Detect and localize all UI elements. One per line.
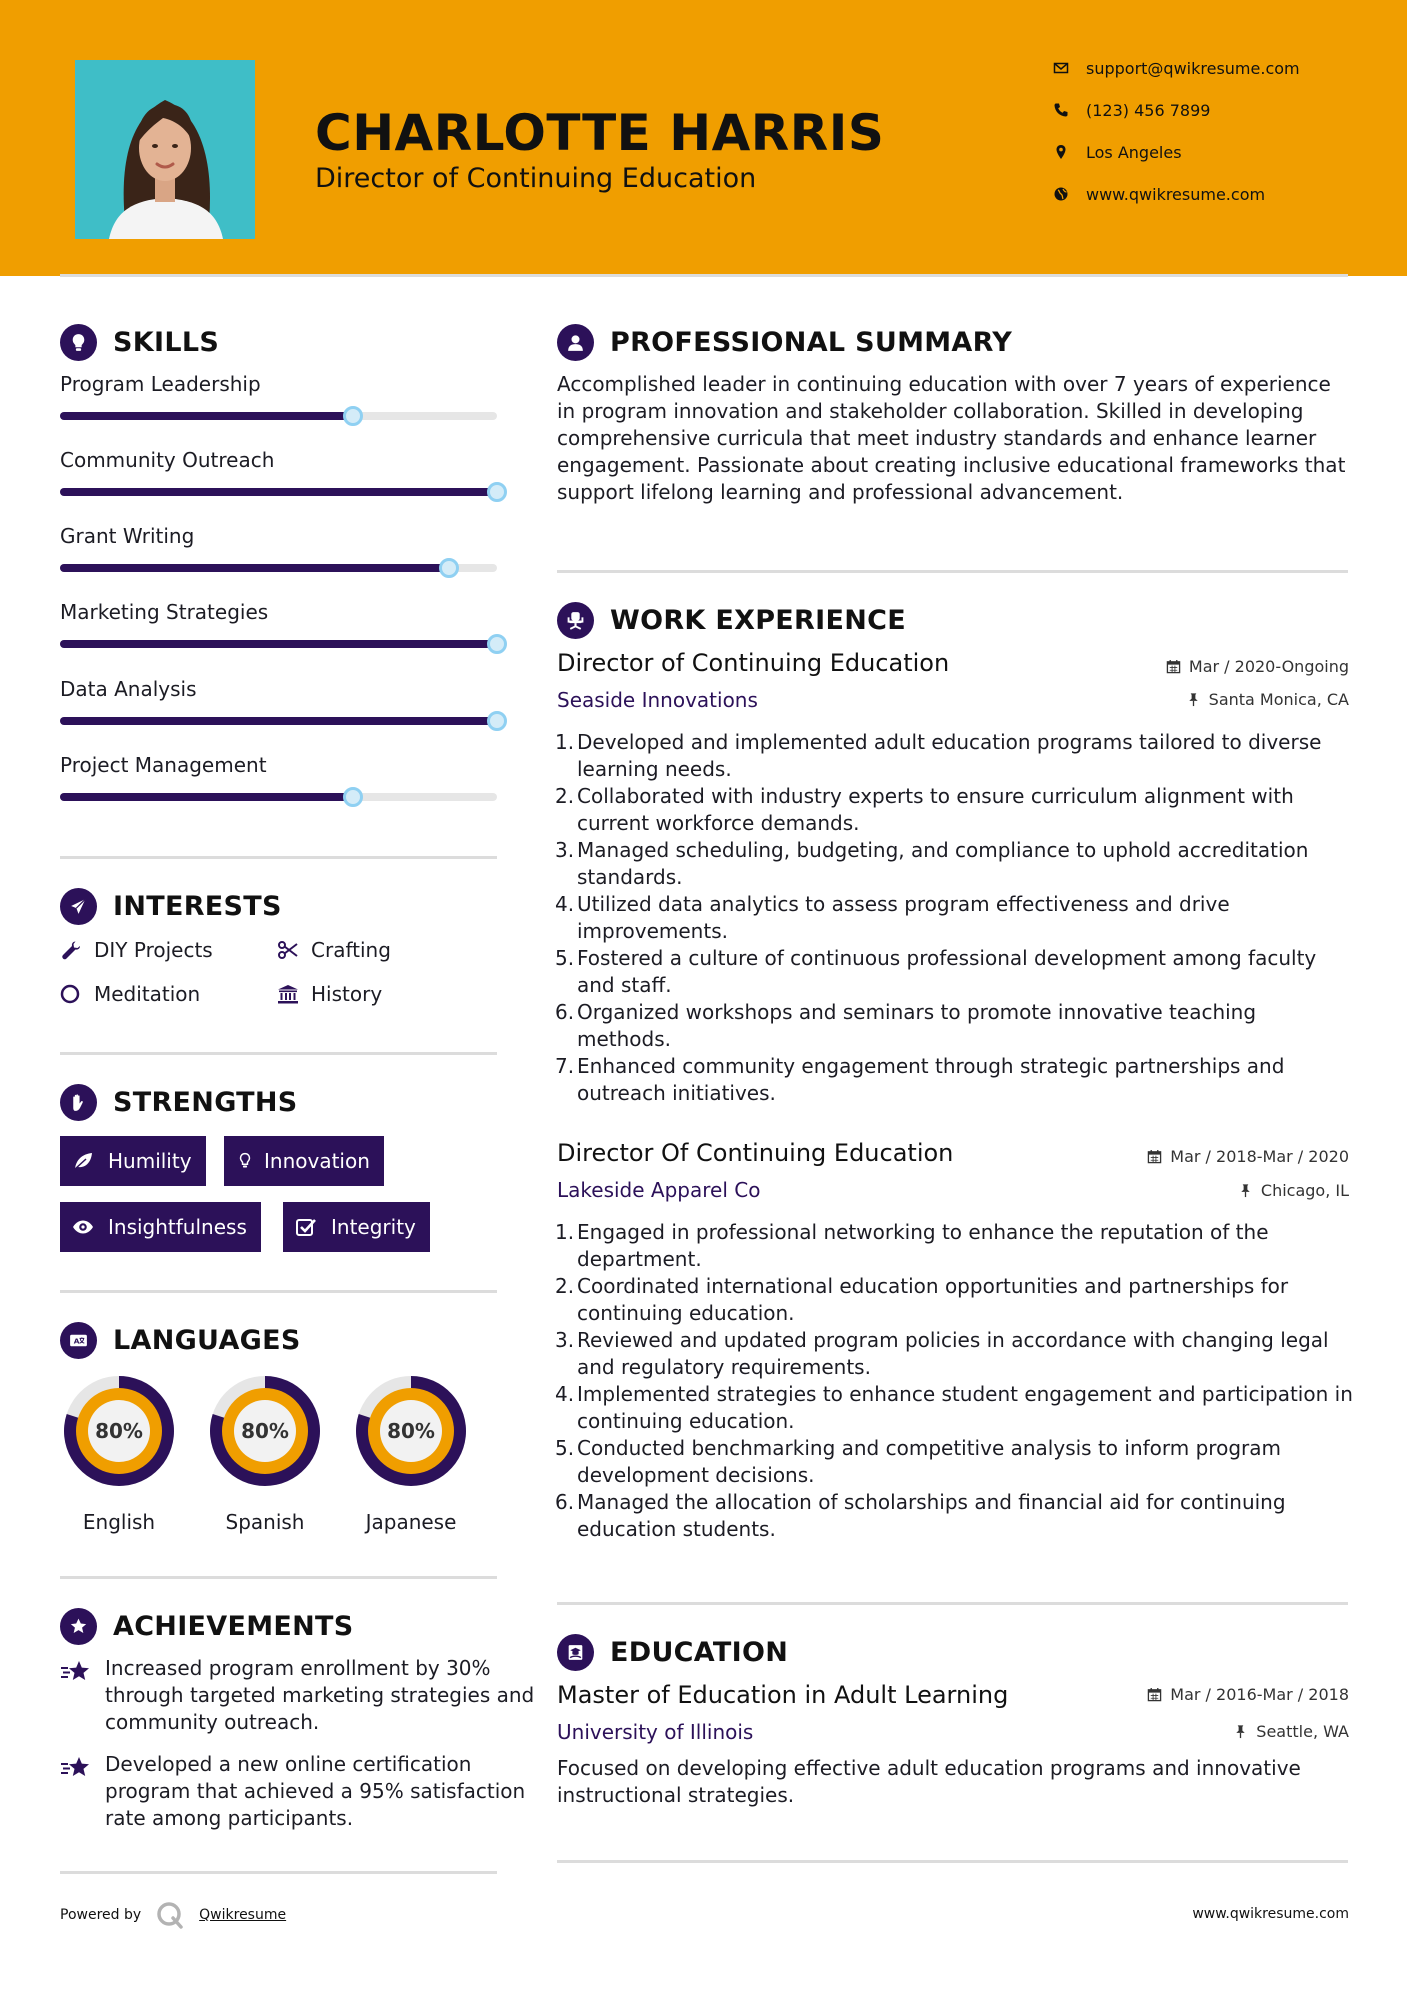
globe-icon <box>1050 185 1072 203</box>
svg-text:A: A <box>73 1336 80 1346</box>
strength-badge <box>283 1202 430 1252</box>
candidate-name: CHARLOTTE HARRIS <box>315 104 885 162</box>
interest-item <box>60 982 200 1006</box>
interest-label: DIY Projects <box>94 938 213 962</box>
education-description: Focused on developing effective adult education programs and innovative instructional strategies. <box>557 1756 1301 1807</box>
duty-number: 3. <box>555 1328 575 1352</box>
eye-icon <box>72 1216 98 1238</box>
lightbulb-icon <box>236 1150 254 1172</box>
skill-bar <box>60 564 497 572</box>
language-ring <box>58 1370 180 1492</box>
education-dates-text: Mar / 2016-Mar / 2018 <box>1170 1685 1349 1704</box>
job-location <box>1238 1181 1349 1200</box>
duty-number: 1. <box>555 1220 575 1244</box>
interest-label: History <box>311 982 383 1006</box>
experience-heading-text: WORK EXPERIENCE <box>610 605 906 636</box>
duty-number: 6. <box>555 1000 575 1024</box>
duty-text: Enhanced community engagement through strategic partnerships and outreach initiatives. <box>577 1054 1285 1105</box>
languages-heading <box>60 1322 301 1359</box>
language-percent: 80% <box>387 1419 435 1443</box>
strength-badge <box>60 1202 261 1252</box>
duty-item <box>555 1381 1355 1435</box>
skill-bar-fill <box>60 564 449 572</box>
education-degree: Master of Education in Adult Learning <box>557 1681 1009 1709</box>
office-chair-icon <box>557 602 594 639</box>
job-dates <box>1166 657 1349 676</box>
resume-header <box>0 0 1407 276</box>
duty-number: 1. <box>555 730 575 754</box>
strengths-heading <box>60 1084 298 1121</box>
skill-bar <box>60 640 497 648</box>
skills-heading-text: SKILLS <box>113 327 220 358</box>
contact-phone[interactable] <box>1050 98 1210 122</box>
skill-item <box>60 448 505 472</box>
strength-label: Insightfulness <box>108 1215 247 1239</box>
skill-bar-fill <box>60 793 353 801</box>
job-company: Seaside Innovations <box>557 688 758 712</box>
skill-name: Marketing Strategies <box>60 600 269 624</box>
skill-bar-knob <box>487 482 507 502</box>
skill-bar <box>60 793 497 801</box>
duty-text: Coordinated international education opportunities and partnerships for continuing education. <box>577 1274 1289 1325</box>
summary-heading-text: PROFESSIONAL SUMMARY <box>610 327 1013 358</box>
envelope-icon <box>1050 59 1072 77</box>
languages-heading-text: LANGUAGES <box>113 1325 301 1356</box>
achievement-text: Developed a new online certification program that achieved a 95% satisfaction rate among participants. <box>105 1752 526 1830</box>
interests-heading-text: INTERESTS <box>113 891 282 922</box>
skill-bar-fill <box>60 412 353 420</box>
section-divider <box>557 1860 1348 1863</box>
star-icon <box>60 1659 92 1687</box>
skill-name: Grant Writing <box>60 524 195 548</box>
strength-label: Humility <box>108 1149 192 1173</box>
interest-item <box>277 982 382 1006</box>
language-percent: 80% <box>241 1419 289 1443</box>
section-divider <box>60 1290 497 1293</box>
education-dates <box>1147 1685 1349 1704</box>
strength-label: Innovation <box>264 1149 370 1173</box>
section-divider <box>557 570 1348 573</box>
contact-website[interactable] <box>1050 182 1265 206</box>
duty-item <box>555 891 1355 945</box>
duty-number: 2. <box>555 784 575 808</box>
job-dates-text: Mar / 2018-Mar / 2020 <box>1170 1147 1349 1166</box>
education-location <box>1233 1722 1349 1741</box>
summary-heading <box>557 324 1012 361</box>
job-role: Director of Continuing Education <box>557 649 950 677</box>
job-location-text: Chicago, IL <box>1260 1181 1349 1200</box>
pushpin-icon <box>1233 1724 1248 1739</box>
skill-item <box>60 753 505 777</box>
job-duties-list <box>555 729 1355 1107</box>
language-icon <box>60 1322 97 1359</box>
duty-number: 5. <box>555 1436 575 1460</box>
duty-text: Engaged in professional networking to enhance the reputation of the department. <box>577 1220 1269 1271</box>
section-divider <box>60 1576 497 1579</box>
skill-bar-knob <box>439 558 459 578</box>
duty-item <box>555 1219 1355 1273</box>
duty-text: Reviewed and updated program policies in accordance with changing legal and regulatory requirements. <box>577 1328 1329 1379</box>
profile-photo-illustration <box>75 60 255 239</box>
skill-bar-fill <box>60 640 497 648</box>
interest-item <box>277 938 391 962</box>
language-ring <box>204 1370 326 1492</box>
language-name: Japanese <box>365 1510 457 1534</box>
duty-item <box>555 1273 1355 1327</box>
star-icon <box>60 1755 92 1783</box>
star-badge-icon <box>60 1608 97 1645</box>
contact-website-text: www.qwikresume.com <box>1086 184 1266 204</box>
contact-phone-text: (123) 456 7899 <box>1086 100 1211 120</box>
duty-number: 4. <box>555 1382 575 1406</box>
wrench-icon <box>60 938 86 962</box>
duty-text: Organized workshops and seminars to promote innovative teaching methods. <box>577 1000 1257 1051</box>
summary-text: Accomplished leader in continuing education with over 7 years of experience in program innovation and stakeholder collaboration. Skilled in developing comprehensive curricula that meet industry standards and enhance learner engagement. Passionate about creating inclusive educational frameworks that support lifelong learning and professional advancement. <box>557 372 1346 504</box>
duty-number: 6. <box>555 1490 575 1514</box>
job-duties-list <box>555 1219 1355 1543</box>
contact-location-text: Los Angeles <box>1086 142 1182 162</box>
job-dates <box>1147 1147 1349 1166</box>
language-item <box>350 1370 472 1534</box>
contact-email[interactable] <box>1050 56 1300 80</box>
skill-bar-fill <box>60 488 497 496</box>
candidate-title: Director of Continuing Education <box>315 163 757 194</box>
strength-badge <box>224 1136 384 1186</box>
skill-item <box>60 372 505 396</box>
duty-number: 3. <box>555 838 575 862</box>
achievements-heading-text: ACHIEVEMENTS <box>113 1611 354 1642</box>
duty-item <box>555 1435 1355 1489</box>
skill-name: Program Leadership <box>60 372 261 396</box>
raised-hand-icon <box>60 1084 97 1121</box>
strength-badge <box>60 1136 206 1186</box>
duty-item <box>555 999 1355 1053</box>
education-location-text: Seattle, WA <box>1256 1722 1349 1741</box>
qwikresume-link[interactable]: Qwikresume <box>199 1907 287 1923</box>
job-dates-text: Mar / 2020-Ongoing <box>1188 657 1349 676</box>
language-item <box>204 1370 326 1534</box>
language-percent: 80% <box>95 1419 143 1443</box>
duty-number: 7. <box>555 1054 575 1078</box>
duty-item <box>555 783 1355 837</box>
skill-bar <box>60 412 497 420</box>
section-divider <box>60 1052 497 1055</box>
interest-item <box>60 938 213 962</box>
paper-plane-icon <box>60 888 97 925</box>
duty-item <box>555 945 1355 999</box>
user-icon <box>557 324 594 361</box>
duty-text: Managed scheduling, budgeting, and compliance to uphold accreditation standards. <box>577 838 1309 889</box>
duty-text: Fostered a culture of continuous professional development among faculty and staff. <box>577 946 1317 997</box>
interest-label: Crafting <box>311 938 391 962</box>
calendar-icon <box>1166 659 1181 674</box>
section-divider <box>60 856 497 859</box>
duty-item <box>555 837 1355 891</box>
location-pin-icon <box>1050 143 1072 161</box>
museum-icon <box>277 982 303 1006</box>
lightbulb-icon <box>60 324 97 361</box>
qwikresume-logo-icon <box>155 1900 185 1930</box>
duty-text: Developed and implemented adult education programs tailored to diverse learning needs. <box>577 730 1322 781</box>
language-item <box>58 1370 180 1534</box>
strength-label: Integrity <box>331 1215 416 1239</box>
calendar-icon <box>1147 1687 1162 1702</box>
job-company: Lakeside Apparel Co <box>557 1178 761 1202</box>
skill-item <box>60 677 505 701</box>
leaf-icon <box>72 1150 98 1172</box>
education-school: University of Illinois <box>557 1720 754 1744</box>
contact-email-text: support@qwikresume.com <box>1086 58 1300 78</box>
experience-heading <box>557 602 906 639</box>
graduation-cap-icon <box>557 1634 594 1671</box>
job-location-text: Santa Monica, CA <box>1208 690 1349 709</box>
achievements-heading <box>60 1608 354 1645</box>
section-divider <box>557 1602 1348 1605</box>
language-name: English <box>82 1510 156 1534</box>
duty-item <box>555 1327 1355 1381</box>
skill-bar-knob <box>487 711 507 731</box>
duty-item <box>555 1053 1355 1107</box>
circle-icon <box>60 982 86 1006</box>
pushpin-icon <box>1238 1183 1253 1198</box>
check-square-icon <box>295 1216 321 1238</box>
skill-bar <box>60 488 497 496</box>
skill-name: Data Analysis <box>60 677 197 701</box>
header-divider <box>60 274 1348 277</box>
skills-heading <box>60 324 219 361</box>
skill-name: Project Management <box>60 753 267 777</box>
footer-website[interactable]: www.qwikresume.com <box>1192 1906 1349 1922</box>
job-location <box>1186 690 1349 709</box>
duty-item <box>555 729 1355 783</box>
language-name: Spanish <box>225 1510 305 1534</box>
skill-bar-fill <box>60 717 497 725</box>
skill-bar-knob <box>343 406 363 426</box>
interests-heading <box>60 888 282 925</box>
strengths-heading-text: STRENGTHS <box>113 1087 298 1118</box>
education-heading <box>557 1634 788 1671</box>
footer-branding <box>60 1900 286 1930</box>
duty-text: Implemented strategies to enhance student engagement and participation in continuing education. <box>577 1382 1353 1433</box>
skill-item <box>60 600 505 624</box>
profile-photo <box>75 60 255 239</box>
duty-number: 5. <box>555 946 575 970</box>
phone-icon <box>1050 101 1072 119</box>
skill-bar-knob <box>343 787 363 807</box>
duty-text: Conducted benchmarking and competitive analysis to inform program development decisions. <box>577 1436 1281 1487</box>
duty-number: 2. <box>555 1274 575 1298</box>
duty-item <box>555 1489 1355 1543</box>
duty-number: 4. <box>555 892 575 916</box>
section-divider <box>60 1871 497 1874</box>
calendar-icon <box>1147 1149 1162 1164</box>
duty-text: Managed the allocation of scholarships and financial aid for continuing education students. <box>577 1490 1286 1541</box>
interest-label: Meditation <box>94 982 201 1006</box>
language-ring <box>350 1370 472 1492</box>
job-role: Director Of Continuing Education <box>557 1139 954 1167</box>
achievement-text: Increased program enrollment by 30% through targeted marketing strategies and community outreach. <box>105 1656 535 1734</box>
skill-bar-knob <box>487 634 507 654</box>
pushpin-icon <box>1186 692 1201 707</box>
contact-location <box>1050 140 1182 164</box>
skill-item <box>60 524 505 548</box>
scissors-icon <box>277 938 303 962</box>
education-heading-text: EDUCATION <box>610 1637 789 1668</box>
powered-by-text: Powered by <box>60 1907 142 1923</box>
skill-name: Community Outreach <box>60 448 275 472</box>
skill-bar <box>60 717 497 725</box>
duty-text: Collaborated with industry experts to ensure curriculum alignment with current workforce demands. <box>577 784 1294 835</box>
duty-text: Utilized data analytics to assess program effectiveness and drive improvements. <box>577 892 1230 943</box>
